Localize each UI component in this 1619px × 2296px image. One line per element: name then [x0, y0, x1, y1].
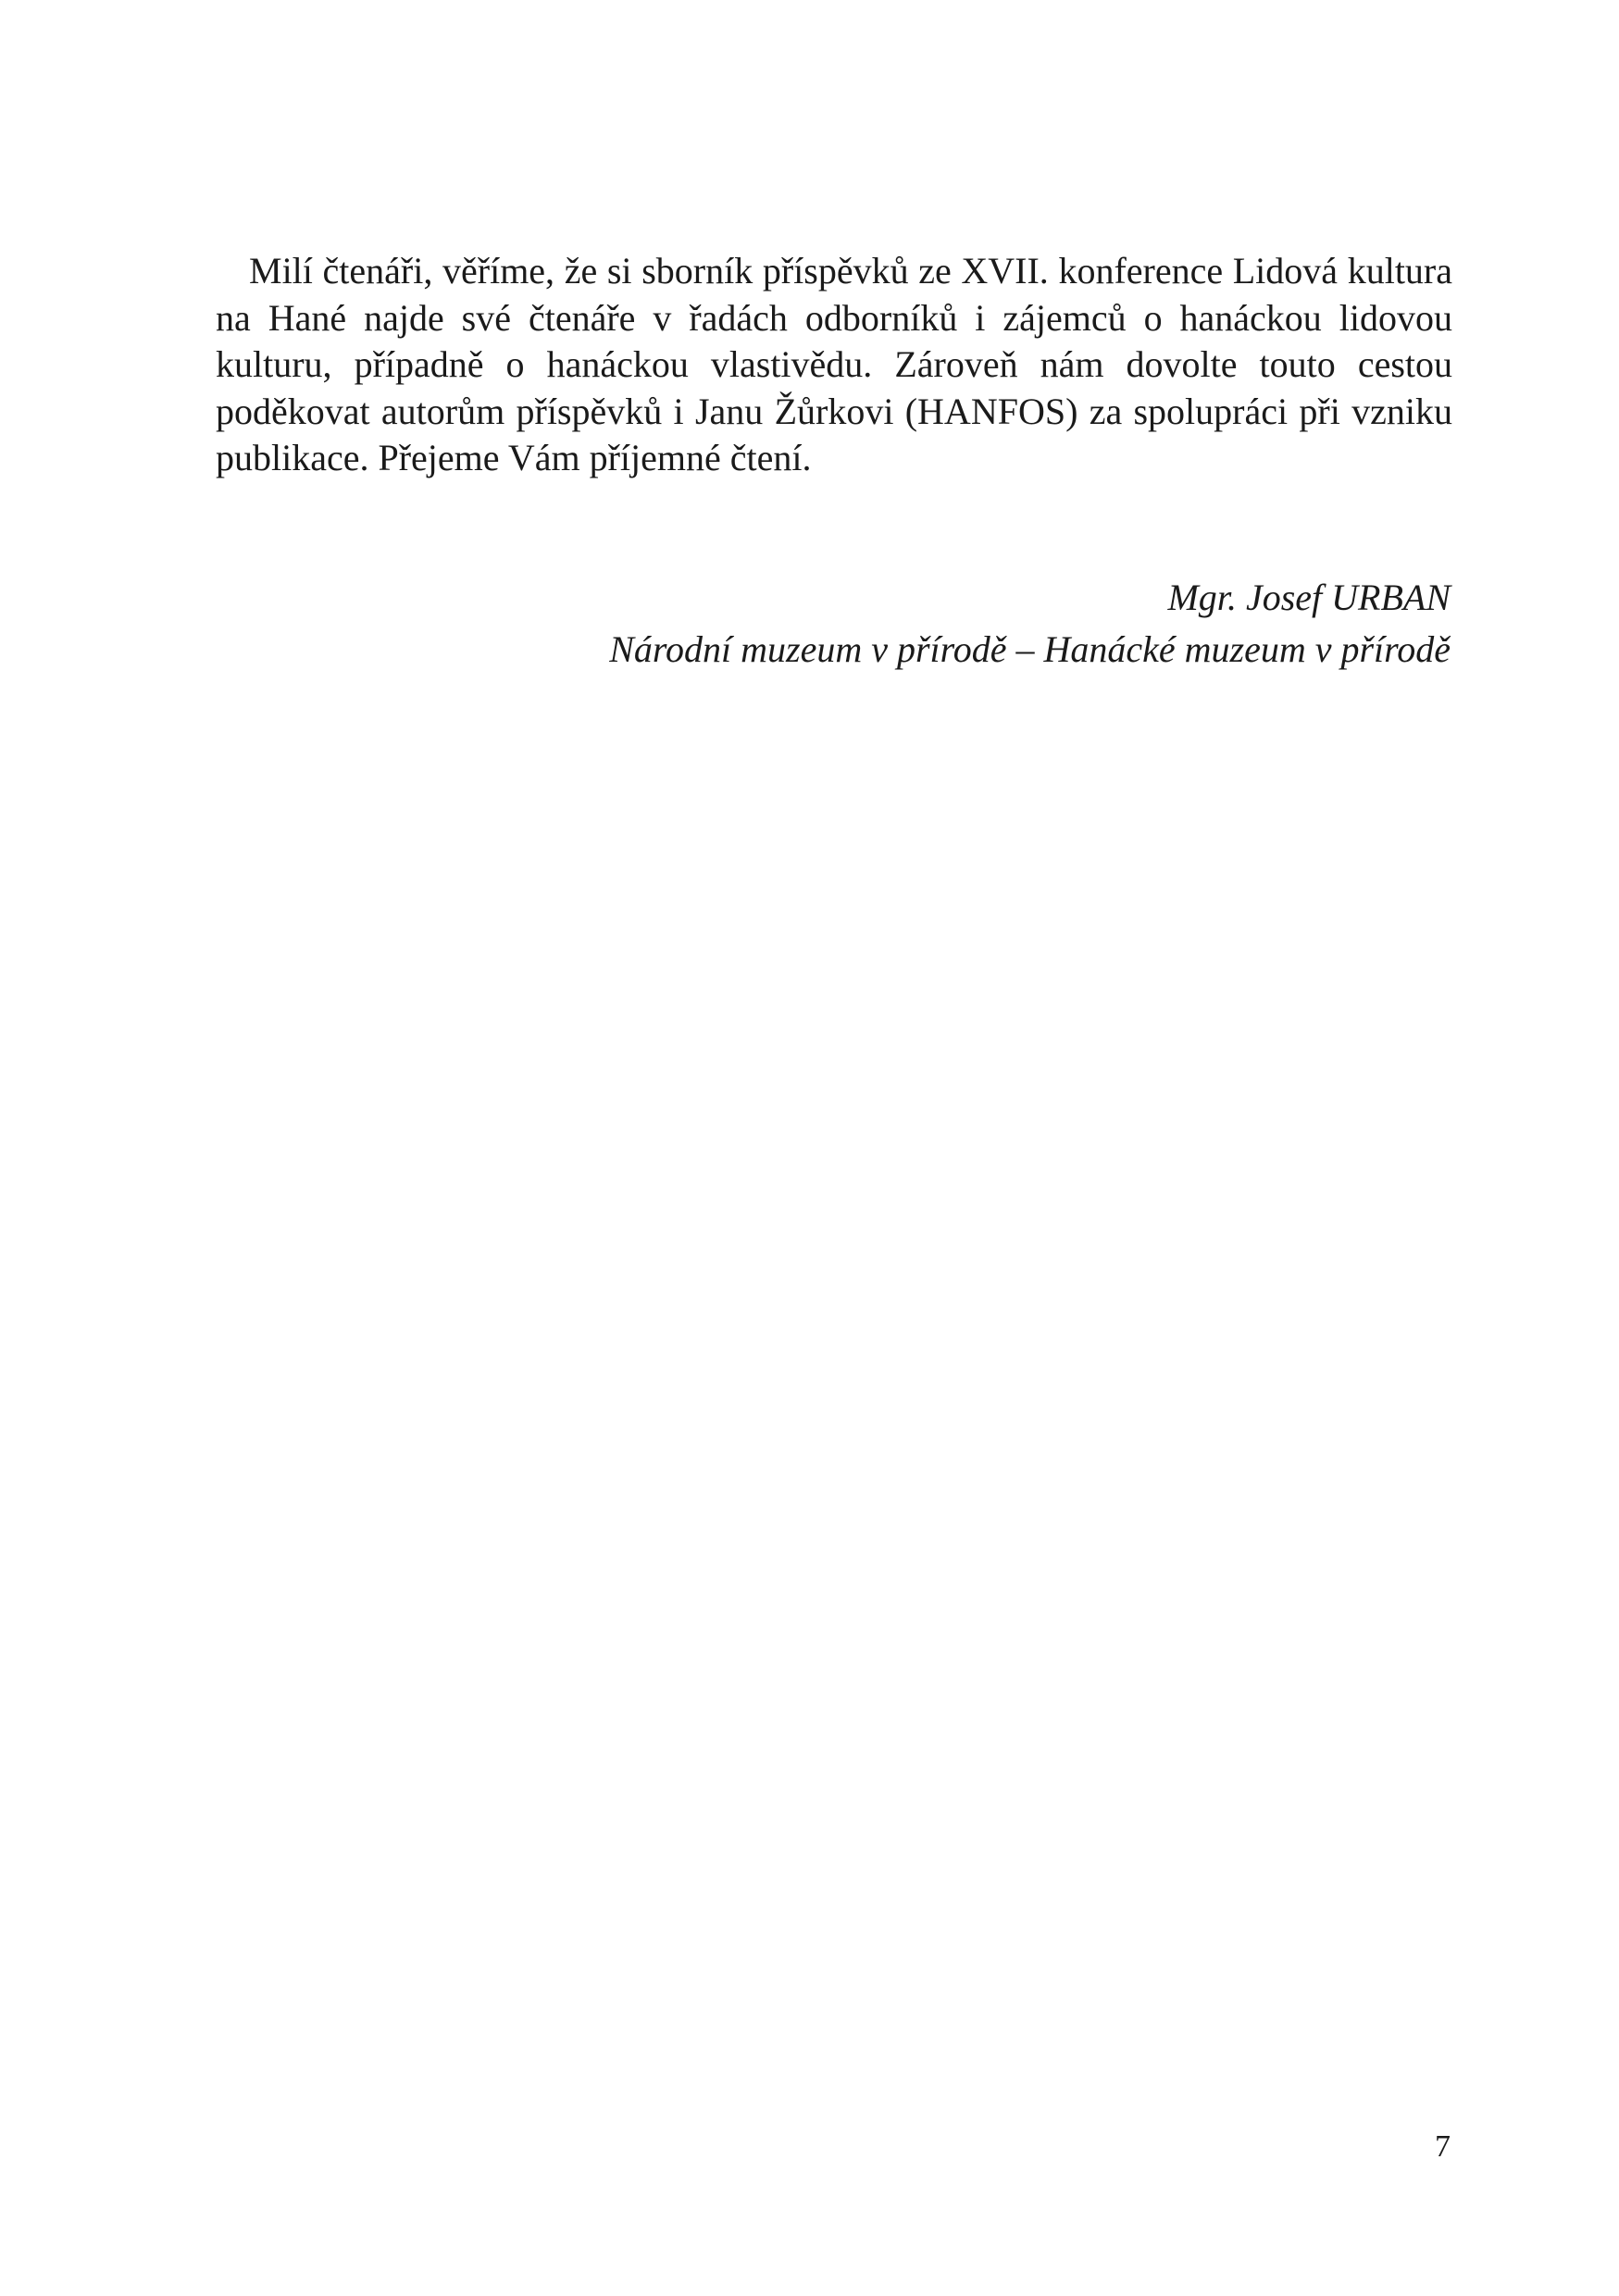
signature-institution: Národní muzeum v přírodě – Hanácké muzeum v přírodě [609, 628, 1451, 670]
page-number: 7 [1435, 2129, 1451, 2164]
signature-name: Mgr. Josef URBAN [1167, 577, 1451, 618]
foreword-paragraph: Milí čtenáři, věříme, že si sborník příspěvků ze XVII. konference Lidová kultura na Hané najde své čtenáře v řadách odborníků i zájemců o hanáckou lidovou kulturu, případně o hanáckou vlastivědu. Zároveň nám dovolte touto cestou poděkovat autorům příspěvků i Janu Žůrkovi (HANFOS) za spolupráci při vzniku publikace. Přejeme Vám příjemné čtení. [216, 250, 1452, 478]
signature-block [216, 572, 1451, 676]
